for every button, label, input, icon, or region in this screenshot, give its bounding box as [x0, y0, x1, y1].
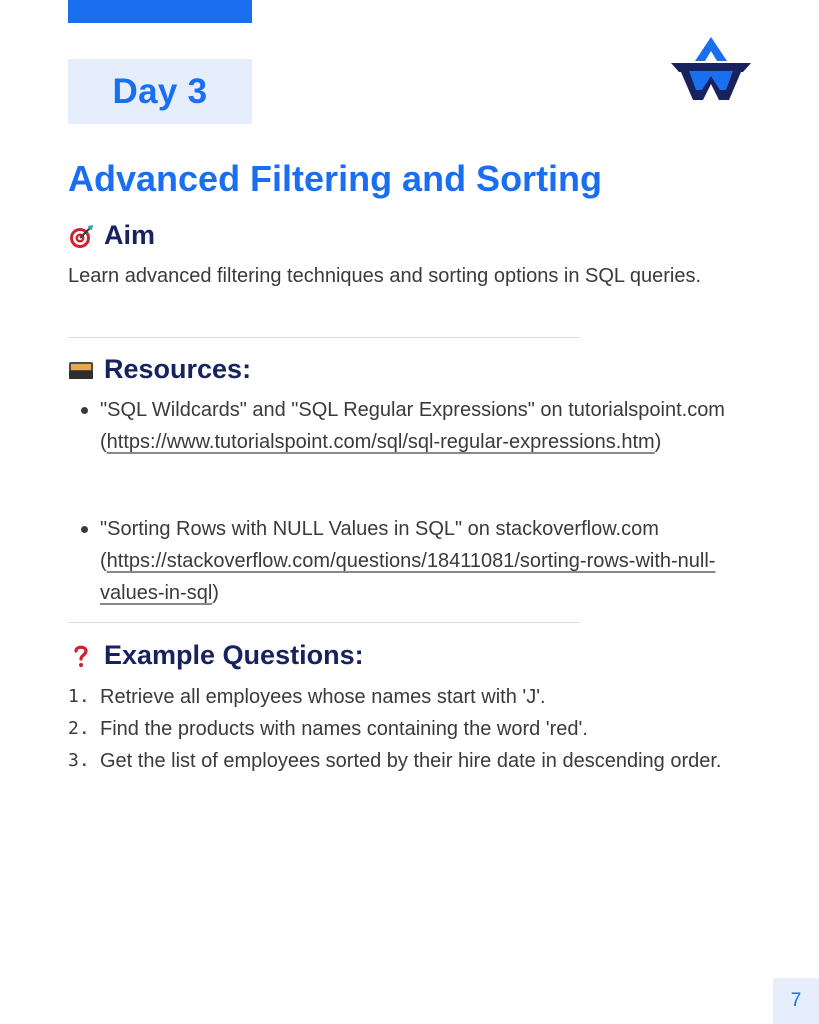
aim-heading: [68, 220, 155, 251]
page-number-label: 7: [790, 990, 802, 1011]
examples-list: [68, 681, 758, 777]
page-number: [773, 978, 819, 1024]
list-item: [68, 745, 758, 777]
brand-logo-icon: [671, 36, 751, 100]
resource-link[interactable]: https://stackoverflow.com/questions/18411081/sorting-rows-with-null-values-in-sql: [100, 550, 716, 604]
resources-list-2: [68, 513, 748, 609]
day-label: Day 3: [112, 71, 208, 111]
list-item: [68, 681, 758, 713]
top-accent-bar: [68, 0, 252, 23]
resource-link[interactable]: https://www.tutorialspoint.com/sql/sql-regular-expressions.htm: [106, 431, 655, 453]
aim-text: Learn advanced filtering techniques and sorting options in SQL queries.: [68, 265, 701, 287]
card-box-icon: [68, 357, 94, 383]
list-number: 2.: [68, 718, 90, 739]
question-mark-icon: [68, 643, 94, 669]
list-number: 3.: [68, 750, 90, 771]
page-title: Advanced Filtering and Sorting: [68, 158, 603, 199]
question-text: Get the list of employees sorted by their hire date in descending order.: [100, 750, 722, 772]
aim-heading-label: Aim: [104, 220, 156, 250]
resource-text: "Sorting Rows with NULL Values in SQL" on stackoverflow.com (: [100, 518, 659, 572]
list-number: 1.: [68, 686, 90, 707]
examples-heading-label: Example Questions:: [104, 640, 364, 670]
bullet-dot: [81, 407, 88, 414]
divider: [68, 622, 580, 623]
resources-heading-label: Resources:: [104, 354, 252, 384]
resources-heading: [68, 354, 251, 385]
question-text: Find the products with names containing the word 'red'.: [100, 718, 588, 740]
list-item: [68, 513, 748, 609]
question-text: Retrieve all employees whose names start with 'J'.: [100, 686, 546, 708]
resource-text: "SQL Wildcards" and "SQL Regular Expressions" on tutorialspoint.com (: [100, 399, 725, 453]
divider: [68, 337, 580, 338]
bullet-dot: [81, 526, 88, 533]
target-dart-icon: [68, 223, 94, 249]
list-item: [68, 394, 748, 458]
examples-heading: [68, 640, 364, 671]
resource-text-end: ): [212, 582, 219, 604]
resource-text-end: ): [654, 431, 662, 453]
resources-list: [68, 394, 748, 458]
list-item: [68, 713, 758, 745]
day-badge: [68, 59, 252, 124]
